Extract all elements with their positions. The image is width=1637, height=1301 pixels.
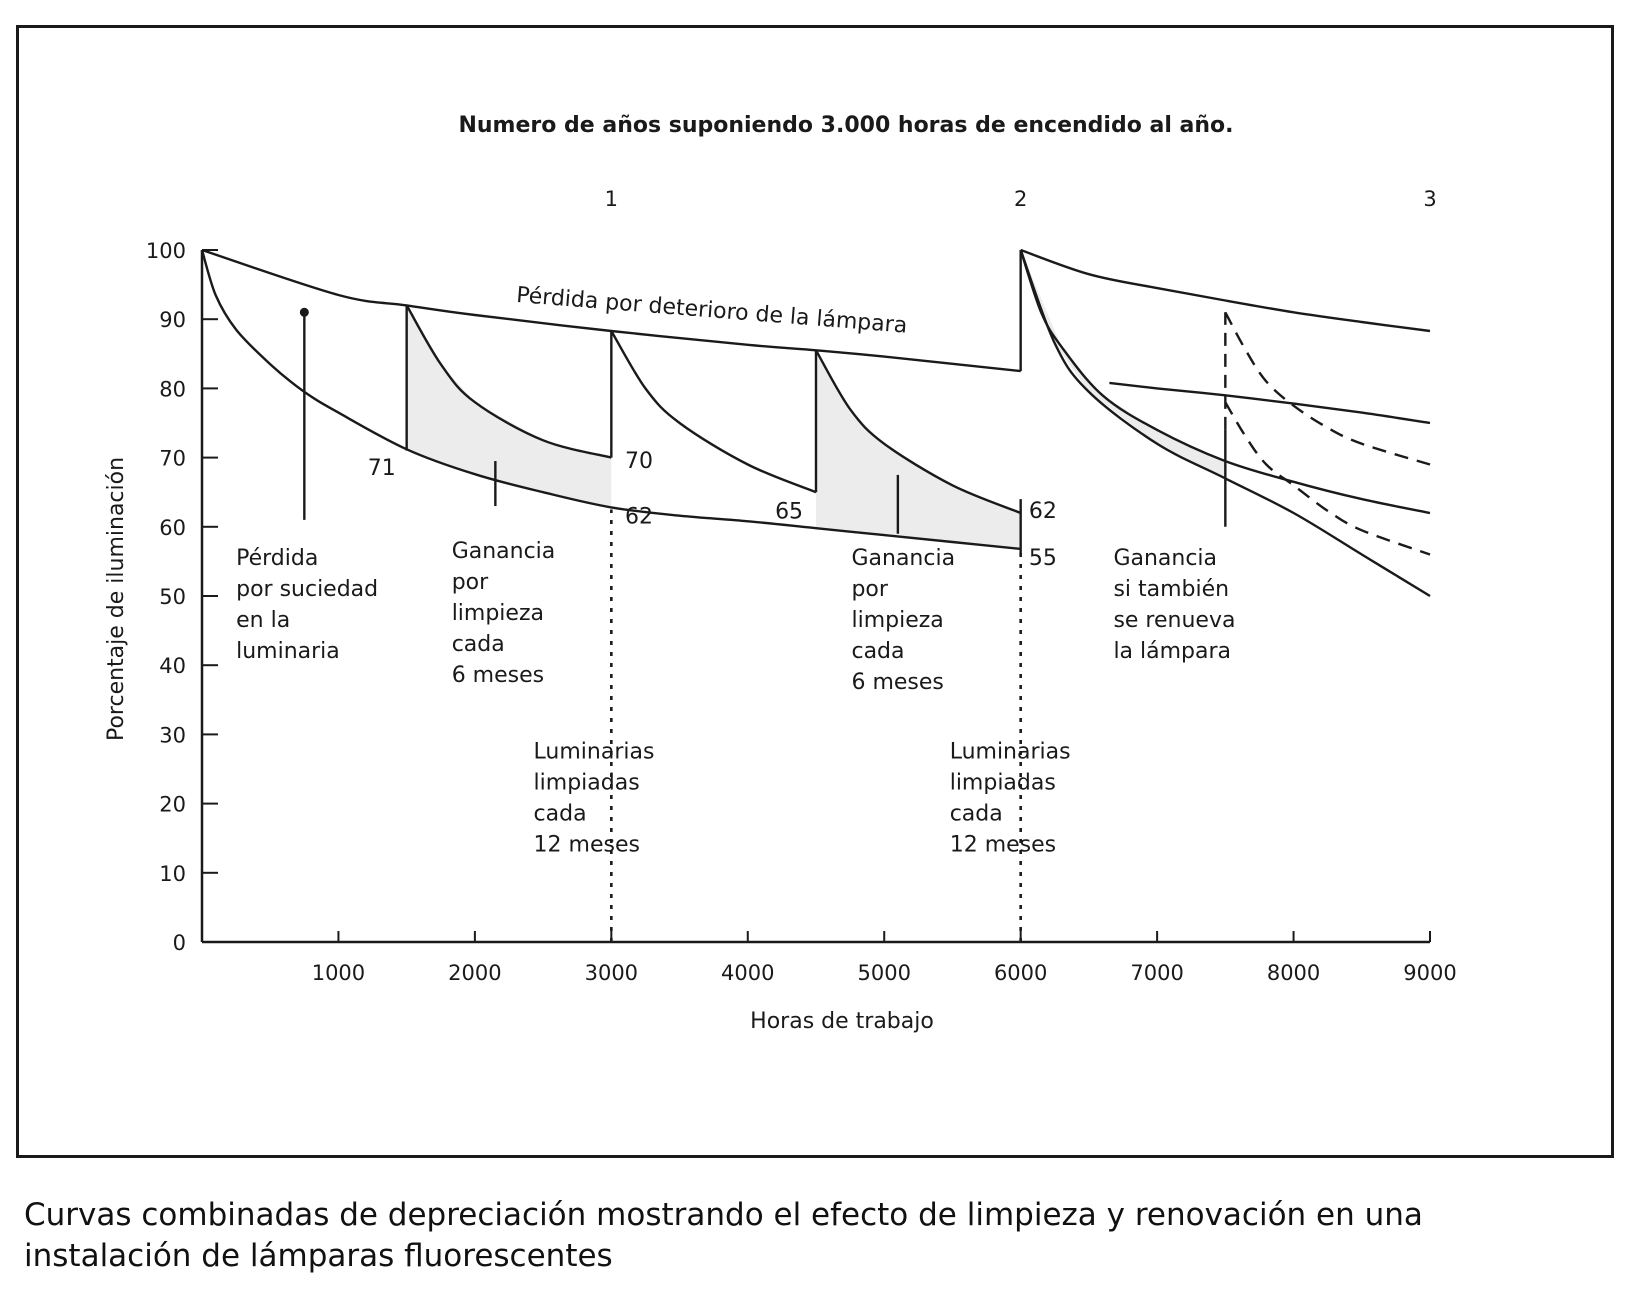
chart-title: Numero de años suponiendo 3.000 horas de encendido al año. [458,113,1234,138]
annotation-line: 6 meses [851,669,944,695]
annotation-line: 12 meses [949,832,1057,858]
annotation-line: si también [1113,576,1230,602]
annotation-line: luminaria [236,638,340,664]
annotation-6: 62 [1028,498,1057,524]
caption-line-2: instalación de lámparas fluorescentes [24,1238,613,1274]
annotation-line: en la [236,607,291,633]
x-tick-label: 7000 [1130,961,1184,985]
x-tick-label: 9000 [1403,961,1457,985]
annotation-12 [950,740,1071,858]
y-tick-label: 90 [159,308,186,333]
annotation-line: por [851,576,888,602]
annotation-line: cada [533,801,587,827]
annotation-8 [236,546,378,664]
shaded-region-3 [1021,250,1226,478]
marker-lines [300,250,1226,942]
top-axis-tick-label: 1 [604,187,619,211]
annotation-line: limpieza [451,600,544,626]
annotation-line: 12 meses [533,832,640,858]
annotation-line: 6 meses [451,662,545,688]
annotation-line: limpiadas [533,770,640,796]
y-tick-label: 80 [159,377,186,402]
annotation-line: Luminarias [533,739,655,765]
series-line-11 [1225,402,1430,554]
figure-frame [16,25,1614,1158]
marker-dot [300,308,309,317]
y-tick-label: 50 [159,585,186,609]
y-tick-label: 60 [159,515,186,540]
y-tick-label: 20 [159,792,186,817]
annotation-line: Ganancia [851,545,956,571]
x-tick-label: 2000 [448,961,502,985]
annotation-line: Pérdida [236,545,319,571]
y-tick-label: 100 [145,239,186,263]
x-tick-label: 5000 [857,961,911,985]
shaded-region-1 [407,305,612,507]
annotation-3: 70 [624,448,653,474]
annotation-10 [534,740,655,858]
series-line-9 [1109,383,1430,423]
annotation-line: Ganancia [451,538,556,564]
figure-caption [24,1195,1584,1277]
top-axis-tick-label: 3 [1423,187,1437,211]
annotation-line: por suciedad [236,576,379,602]
shaded-region-2 [816,350,1021,549]
y-tick-label: 10 [159,861,186,886]
chart-text [104,113,1235,1034]
annotation-13 [1113,546,1235,664]
annotation-line: cada [949,801,1003,827]
x-tick-label: 1000 [311,961,366,985]
annotation-11 [851,546,955,695]
y-tick-label: 30 [159,723,186,748]
annotation-line: la lámpara [1113,638,1232,664]
annotation-1: Pérdida por deterioro de la lámpara [515,282,909,339]
x-tick-label: 6000 [993,961,1048,985]
annotation-4: 62 [624,504,653,530]
annotation-line: por [451,569,489,595]
depreciation-chart [19,28,1611,1155]
x-tick-label: 3000 [584,961,639,985]
annotation-line: Luminarias [949,739,1071,765]
annotation-2: 71 [367,455,396,481]
y-tick-label: 0 [172,931,186,955]
annotation-9 [452,539,556,688]
annotation-5: 65 [775,499,804,525]
annotation-line: cada [851,638,905,664]
annotation-line: cada [451,631,505,657]
annotation-7: 55 [1028,545,1057,571]
top-axis-tick-label: 2 [1013,187,1028,211]
annotation-line: Ganancia [1113,545,1218,571]
y-tick-label: 40 [159,654,186,679]
y-axis-label: Porcentaje de iluminación [104,456,129,742]
series-line-10 [1225,312,1430,464]
x-tick-label: 4000 [721,961,775,985]
annotation-line: se renueva [1113,607,1236,633]
caption-line-1: Curvas combinadas de depreciación mostrando el efecto de limpieza y renovación en una [24,1197,1423,1233]
annotation-line: limpiadas [949,770,1056,796]
x-axis-label: Horas de trabajo [750,1009,934,1034]
y-tick-label: 70 [159,446,186,471]
annotation-line: limpieza [851,607,944,633]
x-tick-label: 8000 [1266,961,1321,985]
